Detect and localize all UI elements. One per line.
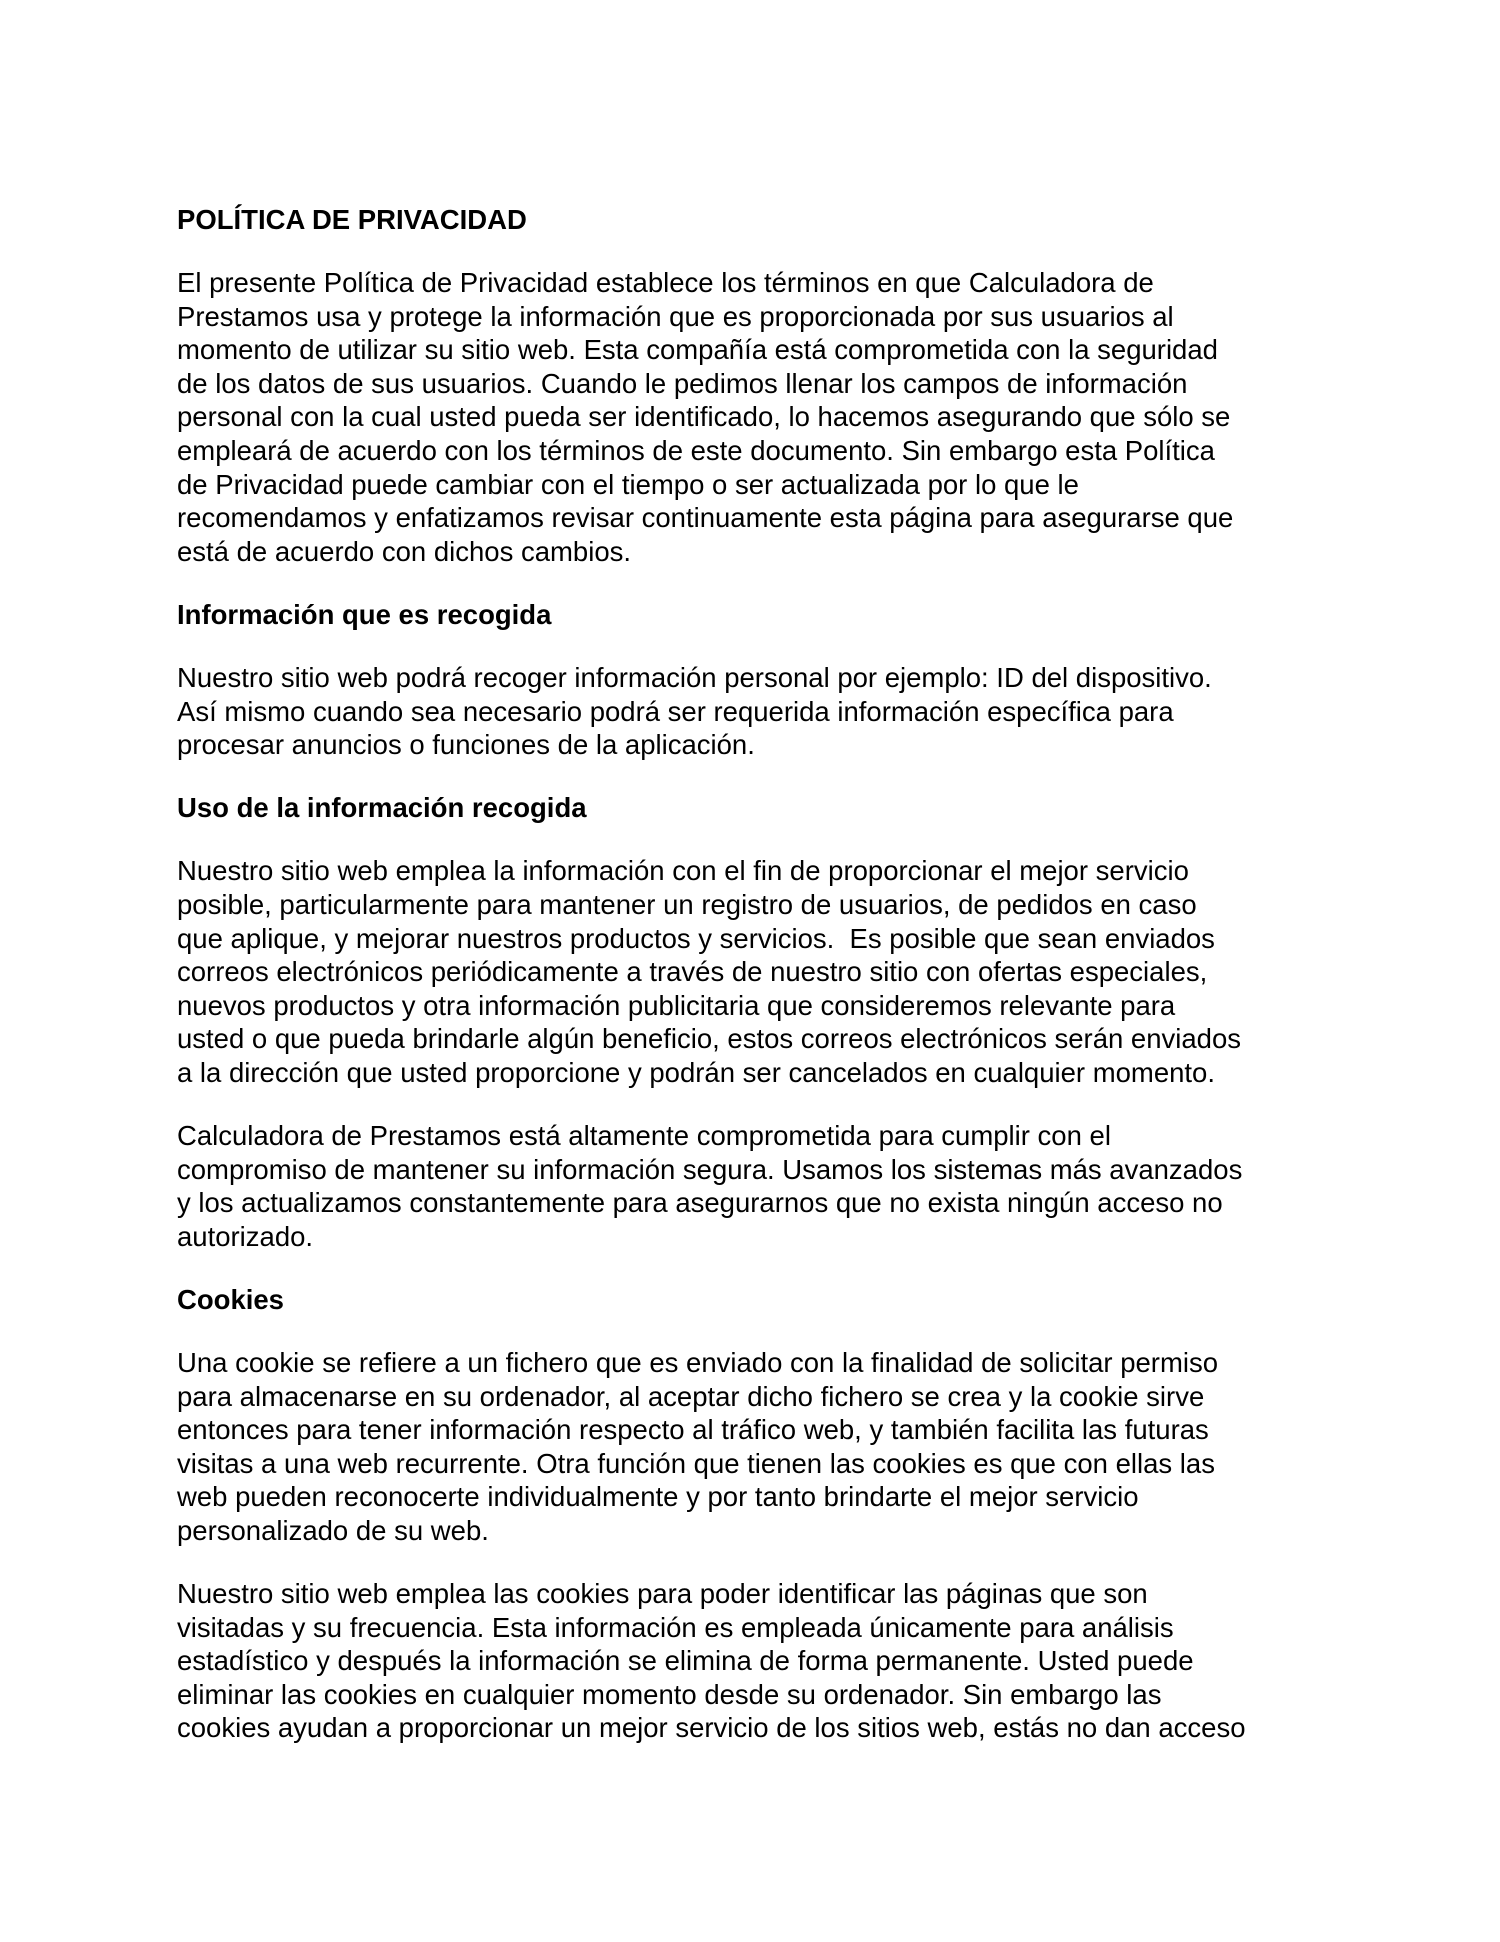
text-line: Calculadora de Prestamos está altamente comprometida para cumplir con el <box>177 1120 1111 1152</box>
info-collected-paragraph <box>177 661 1327 762</box>
text-line: y los actualizamos constantemente para asegurarnos que no exista ningún acceso no <box>177 1187 1223 1219</box>
text-line: posible, particularmente para mantener un registro de usuarios, de pedidos en caso <box>177 889 1197 920</box>
text-line: correos electrónicos periódicamente a través de nuestro sitio con ofertas especiales, <box>177 956 1208 988</box>
text-line: cookies ayudan a proporcionar un mejor servicio de los sitios web, estás no dan acceso <box>177 1712 1246 1744</box>
document-page <box>177 203 1327 1745</box>
text-line: personalizado de su web. <box>177 1515 489 1546</box>
text-line: de Privacidad puede cambiar con el tiempo o ser actualizada por lo que le <box>177 468 1079 500</box>
text-line: procesar anuncios o funciones de la aplicación. <box>177 729 755 761</box>
intro-paragraph <box>177 266 1327 568</box>
security-paragraph <box>177 1119 1327 1253</box>
text-line: usted o que pueda brindarle algún beneficio, estos correos electrónicos serán enviados <box>177 1023 1242 1055</box>
text-line: Nuestro sitio web emplea las cookies para poder identificar las páginas que son <box>177 1578 1148 1610</box>
text-line: momento de utilizar su sitio web. Esta compañía está comprometida con la seguridad <box>177 334 1218 366</box>
document-title: POLÍTICA DE PRIVACIDAD <box>177 204 527 235</box>
text-line: web pueden reconocerte individualmente y por tanto brindarte el mejor servicio <box>177 1481 1139 1513</box>
text-line: personal con la cual usted pueda ser identificado, lo hacemos asegurando que sólo se <box>177 401 1231 433</box>
cookies-definition-paragraph <box>177 1346 1327 1548</box>
text-line: está de acuerdo con dichos cambios. <box>177 535 632 567</box>
text-line: que aplique, y mejorar nuestros productos y servicios. Es posible que sean enviados <box>177 922 1215 954</box>
text-line: Una cookie se refiere a un fichero que es enviado con la finalidad de solicitar permiso <box>177 1347 1219 1379</box>
cookies-usage-paragraph <box>177 1577 1327 1745</box>
text-line: empleará de acuerdo con los términos de este documento. Sin embargo esta Política <box>177 435 1215 467</box>
text-line: nuevos productos y otra información publicitaria que consideremos relevante para <box>177 989 1176 1021</box>
text-line: compromiso de mantener su información segura. Usamos los sistemas más avanzados <box>177 1153 1243 1185</box>
text-line: eliminar las cookies en cualquier momento desde su ordenador. Sin embargo las <box>177 1678 1162 1710</box>
section-heading-info-collected: Información que es recogida <box>177 598 552 630</box>
text-line: El presente Política de Privacidad establece los términos en que Calculadora de <box>177 267 1154 299</box>
text-line: entonces para tener información respecto al tráfico web, y también facilita las futuras <box>177 1414 1209 1446</box>
section-heading-info-use: Uso de la información recogida <box>177 792 587 824</box>
text-line: autorizado. <box>177 1220 314 1252</box>
text-line: estadístico y después la información se elimina de forma permanente. Usted puede <box>177 1645 1194 1677</box>
section-heading-cookies: Cookies <box>177 1283 284 1315</box>
text-line: Prestamos usa y protege la información que es proporcionada por sus usuarios al <box>177 300 1174 332</box>
text-line: Así mismo cuando sea necesario podrá ser requerida información específica para <box>177 695 1174 727</box>
info-use-paragraph <box>177 854 1327 1089</box>
text-line: visitadas y su frecuencia. Esta información es empleada únicamente para análisis <box>177 1611 1174 1643</box>
text-line: para almacenarse en su ordenador, al aceptar dicho fichero se crea y la cookie sirve <box>177 1380 1205 1412</box>
text-line: visitas a una web recurrente. Otra función que tienen las cookies es que con ellas las <box>177 1447 1215 1479</box>
text-line: Nuestro sitio web podrá recoger información personal por ejemplo: ID del dispositivo. <box>177 662 1212 694</box>
text-line: a la dirección que usted proporcione y podrán ser cancelados en cualquier momento. <box>177 1056 1215 1088</box>
text-line: recomendamos y enfatizamos revisar continuamente esta página para asegurarse que <box>177 502 1234 534</box>
text-line: Nuestro sitio web emplea la información con el fin de proporcionar el mejor servicio <box>177 855 1189 887</box>
text-line: de los datos de sus usuarios. Cuando le pedimos llenar los campos de información <box>177 367 1188 399</box>
